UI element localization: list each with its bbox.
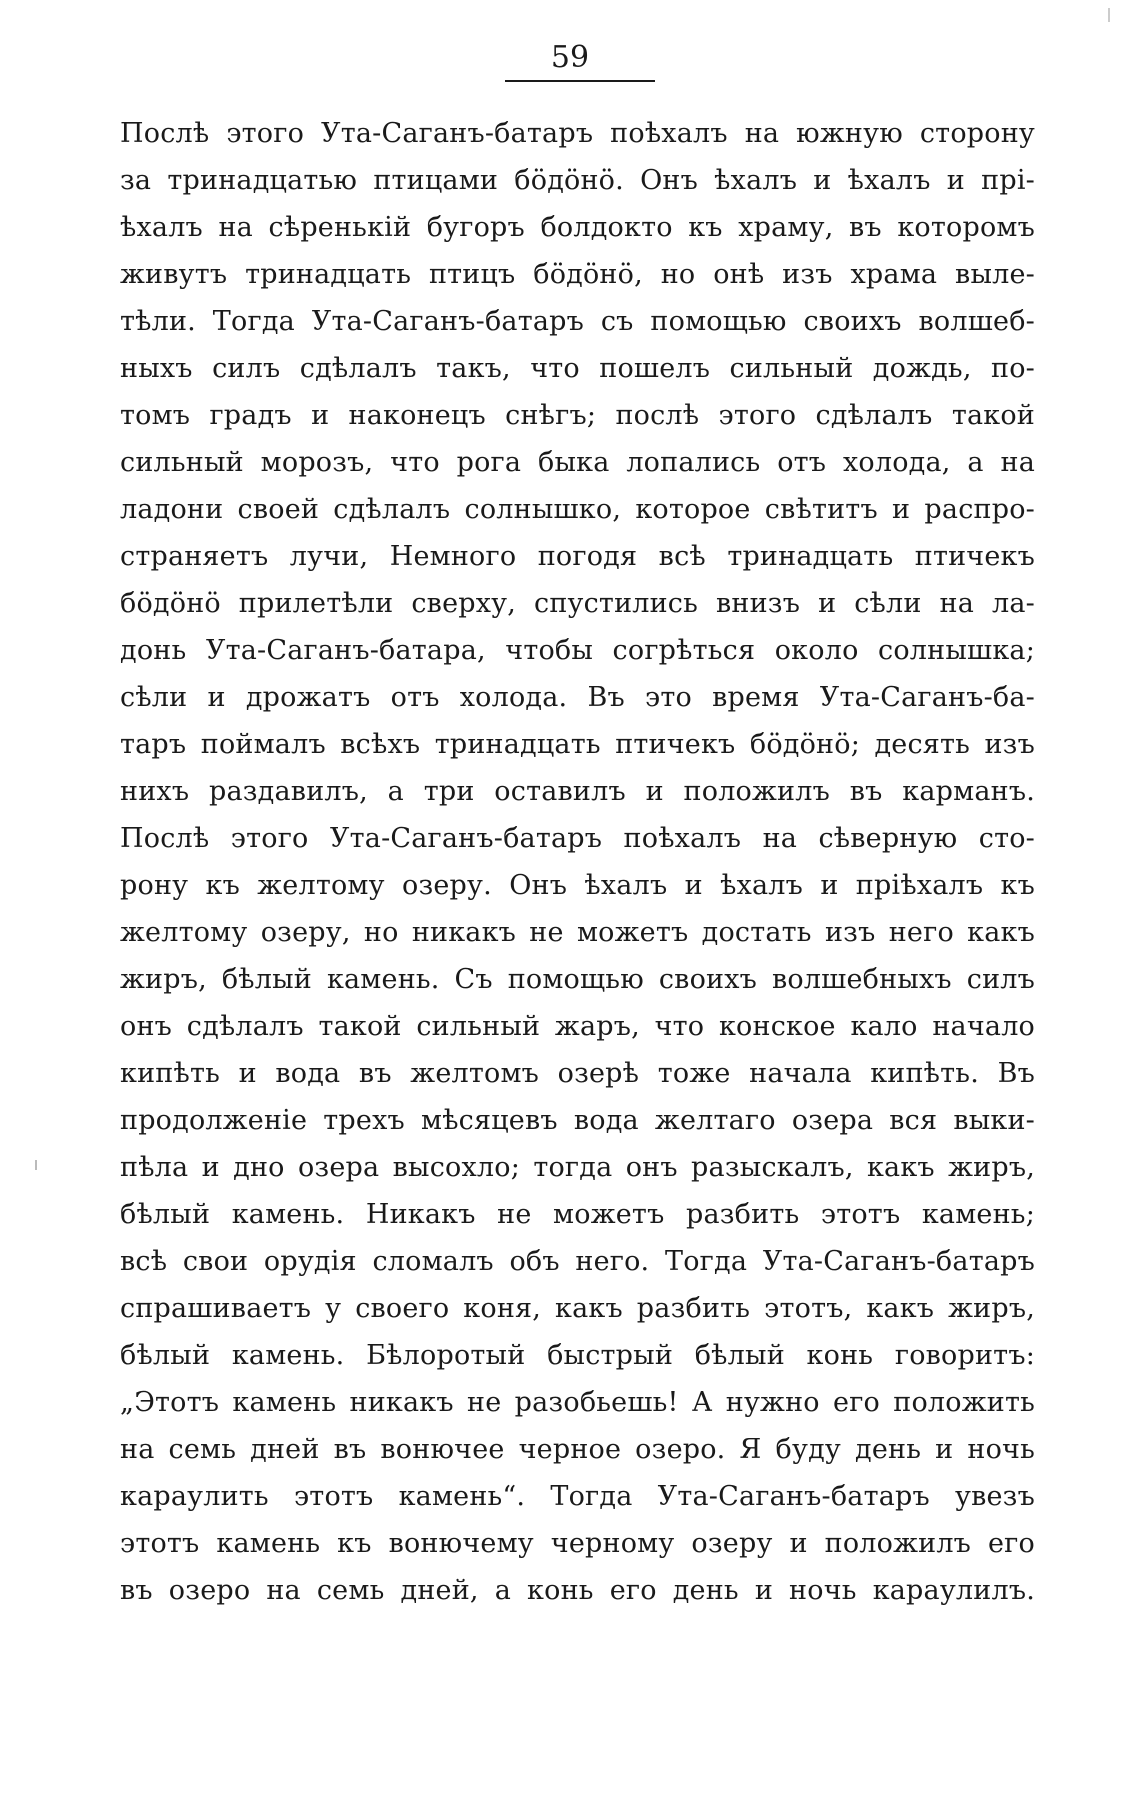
page-number-rule (505, 80, 655, 82)
text-line: рону къ желтому озеру. Онъ ѣхалъ и ѣхалъ и пріѣхалъ къ (120, 870, 1035, 901)
text-line: бѣлый камень. Бѣлоротый быстрый бѣлый конь говоритъ: (120, 1340, 1035, 1371)
text-line: продолженіе трехъ мѣсяцевъ вода желтаго озера вся выки- (120, 1105, 1035, 1136)
text-line: таръ поймалъ всѣхъ тринадцать птичекъ бӧдӧнӧ; десять изъ (120, 729, 1035, 760)
text-line: Послѣ этого Ута-Саганъ-батаръ поѣхалъ на южную сторону (120, 118, 1035, 149)
text-line: ныхъ силъ сдѣлалъ такъ, что пошелъ сильный дождь, по- (120, 353, 1035, 384)
text-line: ѣхалъ на сѣренькій бугоръ болдокто къ храму, въ которомъ (120, 212, 1035, 243)
scan-mark (1108, 8, 1110, 22)
text-line: живутъ тринадцать птицъ бӧдӧнӧ, но онѣ изъ храма выле- (120, 259, 1035, 290)
text-line: за тринадцатью птицами бӧдӧнӧ. Онъ ѣхалъ и ѣхалъ и прі- (120, 165, 1035, 196)
text-line: въ озеро на семь дней, а конь его день и ночь караулилъ. (120, 1575, 1035, 1606)
text-line: „Этотъ камень никакъ не разобьешь! А нужно его положить (120, 1387, 1035, 1418)
text-line: кипѣть и вода въ желтомъ озерѣ тоже начала кипѣть. Въ (120, 1058, 1035, 1089)
text-line: страняетъ лучи, Немного погодя всѣ тринадцать птичекъ (120, 541, 1035, 572)
text-line: караулить этотъ камень“. Тогда Ута-Саганъ-батаръ увезъ (120, 1481, 1035, 1512)
text-line: бӧдӧнӧ прилетѣли сверху, спустились внизъ и сѣли на ла- (120, 588, 1035, 619)
text-line: нихъ раздавилъ, а три оставилъ и положилъ въ карманъ. (120, 776, 1035, 807)
text-line: тѣли. Тогда Ута-Саганъ-батаръ съ помощью своихъ волшеб- (120, 306, 1035, 337)
text-line: онъ сдѣлалъ такой сильный жаръ, что конское кало начало (120, 1011, 1035, 1042)
text-line: спрашиваетъ у своего коня, какъ разбить этотъ, какъ жиръ, (120, 1293, 1035, 1324)
text-line: жиръ, бѣлый камень. Съ помощью своихъ волшебныхъ силъ (120, 964, 1035, 995)
text-line: Послѣ этого Ута-Саганъ-батаръ поѣхалъ на сѣверную сто- (120, 823, 1035, 854)
text-line: этотъ камень къ вонючему черному озеру и положилъ его (120, 1528, 1035, 1559)
text-line: желтому озеру, но никакъ не можетъ достать изъ него какъ (120, 917, 1035, 948)
page-number: 59 (550, 40, 590, 75)
text-line: на семь дней въ вонючее черное озеро. Я буду день и ночь (120, 1434, 1035, 1465)
text-line: томъ градъ и наконецъ снѣгъ; послѣ этого сдѣлалъ такой (120, 400, 1035, 431)
text-line: всѣ свои орудія сломалъ объ него. Тогда Ута-Саганъ-батаръ (120, 1246, 1035, 1277)
text-line: донь Ута-Саганъ-батара, чтобы согрѣться около солнышка; (120, 635, 1035, 666)
text-line: сильный морозъ, что рога быка лопались отъ холода, а на (120, 447, 1035, 478)
body-text (120, 110, 1035, 1614)
text-line: сѣли и дрожатъ отъ холода. Въ это время Ута-Саганъ-ба- (120, 682, 1035, 713)
text-line: пѣла и дно озера высохло; тогда онъ разыскалъ, какъ жиръ, (120, 1152, 1035, 1183)
text-line: ладони своей сдѣлалъ солнышко, которое свѣтитъ и распро- (120, 494, 1035, 525)
text-line: бѣлый камень. Никакъ не можетъ разбить этотъ камень; (120, 1199, 1035, 1230)
scan-mark (35, 1160, 37, 1170)
